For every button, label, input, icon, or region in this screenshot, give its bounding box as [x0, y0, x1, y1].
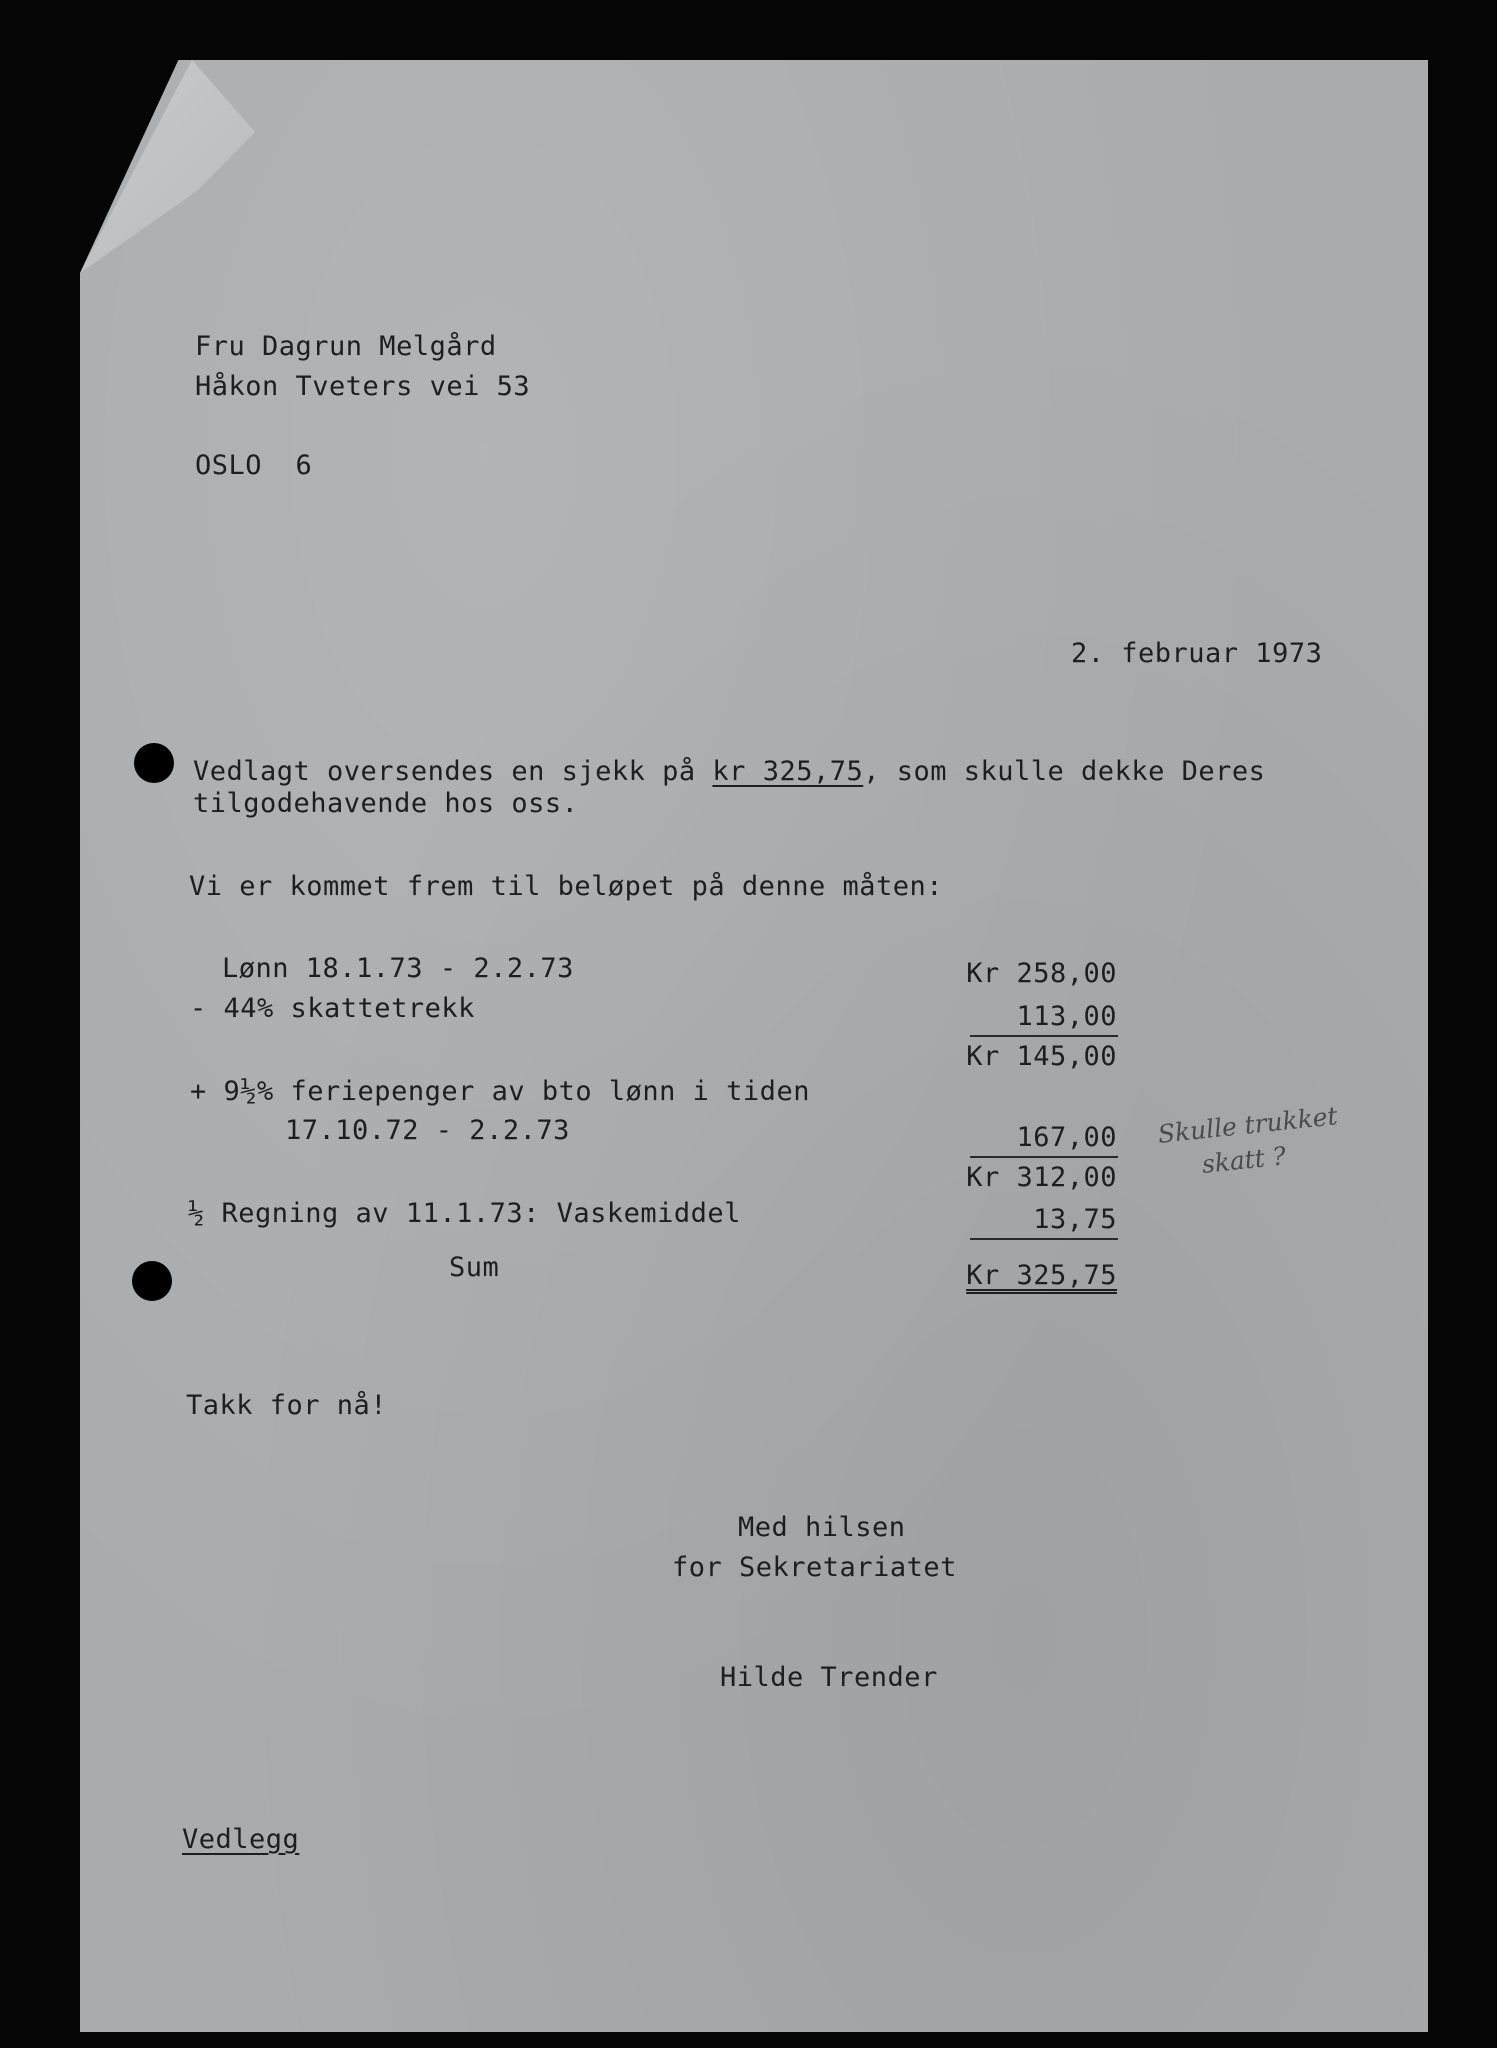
cheque-amount: kr 325,75	[712, 756, 864, 787]
calc-label-salary: Lønn 18.1.73 - 2.2.73	[222, 953, 574, 984]
intro-text-after: , som skulle dekke Deres	[863, 756, 1266, 787]
intro-line-2: tilgodehavende hos oss.	[193, 788, 579, 819]
greeting-line-1: Med hilsen	[738, 1512, 906, 1543]
calc-amount-salary: Kr 258,00	[966, 958, 1117, 989]
signature-name: Hilde Trender	[720, 1662, 938, 1693]
calc-amount-tax: 113,00	[1016, 1001, 1117, 1032]
calc-rule-2	[970, 1156, 1118, 1158]
intro-text-before: Vedlagt oversendes en sjekk på	[193, 756, 713, 787]
calc-rule-3	[970, 1238, 1118, 1240]
calc-rule-1	[970, 1035, 1118, 1037]
calc-amount-bill: 13,75	[1033, 1204, 1117, 1235]
handwritten-note-line-2: skatt ?	[1200, 1141, 1288, 1179]
recipient-city: OSLO 6	[195, 450, 313, 481]
calc-amount-sum: Kr 325,75	[966, 1260, 1117, 1291]
handwritten-note-line-1: Skulle trukket	[1156, 1101, 1339, 1149]
calc-label-sum: Sum	[449, 1252, 500, 1283]
thanks-line: Takk for nå!	[186, 1390, 388, 1421]
attachment-label: Vedlegg	[182, 1824, 300, 1855]
greeting-line-2: for Sekretariatet	[672, 1552, 957, 1583]
punch-hole-bottom	[132, 1261, 172, 1301]
method-line: Vi er kommet frem til beløpet på denne måten:	[189, 871, 943, 902]
calc-amount-subtotal-2: Kr 312,00	[966, 1162, 1117, 1193]
calc-label-holiday-pay: + 9½% feriepenger av bto lønn i tiden	[190, 1076, 810, 1107]
punch-hole-top	[134, 743, 174, 783]
recipient-name: Fru Dagrun Melgård	[195, 331, 497, 362]
calc-label-tax: - 44% skattetrekk	[190, 993, 475, 1024]
calc-label-bill: ½ Regning av 11.1.73: Vaskemiddel	[188, 1198, 741, 1229]
calc-amount-holiday-pay: 167,00	[1016, 1122, 1117, 1153]
recipient-street: Håkon Tveters vei 53	[195, 371, 531, 402]
intro-line-1	[193, 758, 1265, 785]
letter-date: 2. februar 1973	[1071, 638, 1323, 669]
calc-amount-subtotal-1: Kr 145,00	[966, 1041, 1117, 1072]
calc-label-holiday-period: 17.10.72 - 2.2.73	[285, 1115, 570, 1146]
